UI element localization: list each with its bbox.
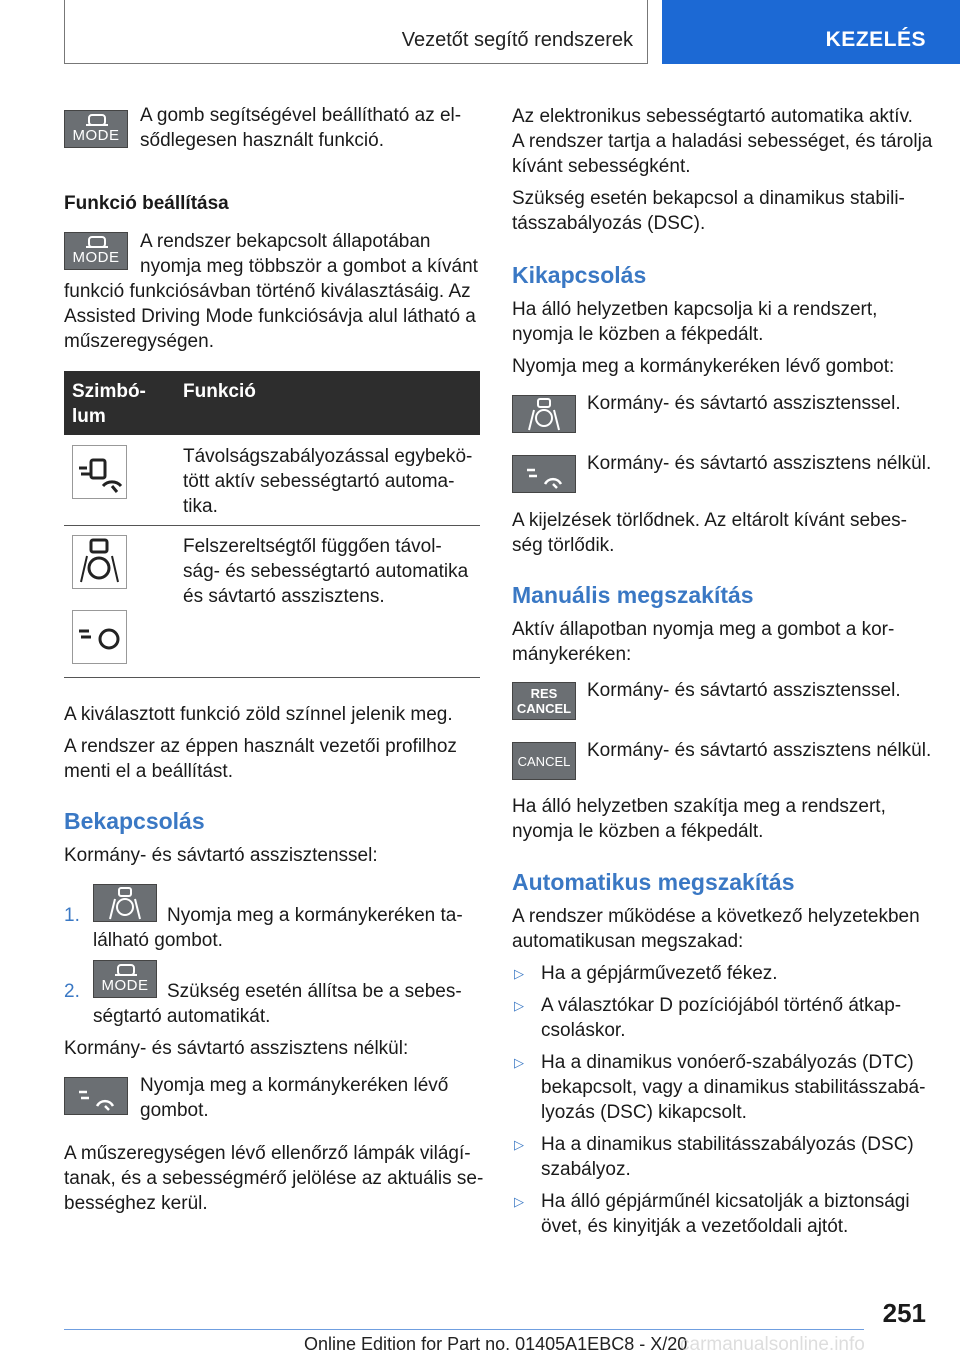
cancel-label: CANCEL (517, 754, 571, 769)
off-text: nyomja le közben a fékpedált. (512, 324, 764, 345)
list-item: A választókar D pozíciójából történő átkap- (541, 995, 902, 1016)
list-item: csoláskor. (541, 1020, 626, 1041)
res-label: RES (530, 686, 558, 701)
mode-label: MODE (72, 249, 120, 266)
step-text: Szükség esetén állítsa be a sebes- (167, 981, 462, 1002)
without-assist-text: Kormány- és sávtartó asszisztens nélkül. (587, 453, 932, 474)
page-number: 251 (882, 1298, 926, 1328)
active-text: A rendszer tartja a haladási sebességet, és tárolja (512, 131, 933, 152)
bullet-marker-icon: ▷ (514, 1055, 524, 1070)
col-symbol-header: Szimbó- (72, 381, 146, 402)
list-item: bekapcsolt, vagy a dinamikus stabilitásszabá- (541, 1077, 926, 1098)
mode-label: MODE (101, 977, 149, 994)
footer-watermark: carmanualsonline.info (680, 1334, 865, 1355)
list-item: Ha a dinamikus stabilitásszabályozás (DSC) (541, 1134, 914, 1155)
profile-note: A rendszer az éppen használt vezetői profilhoz (64, 736, 457, 757)
lane-assist-steering-icon (72, 535, 127, 589)
lane-assist-button-icon (512, 395, 576, 433)
mode-button-icon (64, 110, 128, 148)
header-chapter-tab[interactable] (662, 0, 960, 64)
dsc-text: Szükség esetén bekapcsol a dinamikus stabili- (512, 188, 905, 209)
green-note: A kiválasztott funkció zöld színnel jelenik meg. (64, 704, 453, 725)
lamp-note: tanak, és a sebességmérő jelölése az aktuális se- (64, 1168, 484, 1189)
on-heading: Bekapcsolás (64, 808, 205, 834)
stop-text: Ha álló helyzetben szakítja meg a rendszert, (512, 796, 886, 817)
dsc-text: tásszabályozás (DSC). (512, 213, 706, 234)
list-item: szabályoz. (541, 1159, 631, 1180)
manual-heading: Manuális megszakítás (512, 582, 754, 608)
acc-button-icon (512, 455, 576, 493)
table-row-text: és sávtartó asszisztens. (183, 586, 385, 607)
table-row-divider (64, 525, 480, 526)
footer-divider (64, 1329, 864, 1330)
active-text: Az elektronikus sebességtartó automatika aktív. (512, 106, 913, 127)
list-item: Ha a gépjárművezető fékez. (541, 963, 778, 984)
list-item: lyozás (DSC) kikapcsolt. (541, 1102, 747, 1123)
step-number: 1. (64, 905, 80, 926)
table-end-divider (64, 677, 480, 678)
res-cancel-button-icon (512, 682, 576, 720)
bullet-marker-icon: ▷ (514, 998, 524, 1013)
mode-button-icon (93, 960, 157, 998)
cancel-button-icon (512, 742, 576, 780)
on-subtitle: Kormány- és sávtartó asszisztenssel: (64, 845, 378, 866)
off-text: Nyomja meg a kormánykeréken lévő gombot: (512, 356, 895, 377)
list-item: övet, és kinyitják a vezetőoldali ajtót. (541, 1216, 849, 1237)
cleared-text: ség törlődik. (512, 535, 615, 556)
list-item: Ha álló gépjárműnél kicsatolják a biztonsági (541, 1191, 910, 1212)
without-text: Nyomja meg a kormánykeréken lévő (140, 1075, 449, 1096)
off-heading: Kikapcsolás (512, 262, 647, 288)
off-text: Ha álló helyzetben kapcsolja ki a rendszert, (512, 299, 878, 320)
table-row-text: tött aktív sebességtartó automa- (183, 471, 455, 492)
manual-text: Aktív állapotban nyomja meg a gombot a kor- (512, 619, 895, 640)
list-item: Ha a dinamikus vonóerő-szabályozás (DTC) (541, 1052, 914, 1073)
stop-text: nyomja le közben a fékpedált. (512, 821, 764, 842)
header-chapter-label: KEZELÉS (825, 28, 926, 51)
without-subtitle: Kormány- és sávtartó asszisztens nélkül: (64, 1038, 409, 1059)
without-assist-text: Kormány- és sávtartó asszisztens nélkül. (587, 740, 932, 761)
manual-text: mánykeréken: (512, 644, 632, 665)
auto-text: automatikusan megszakad: (512, 931, 744, 952)
lamp-note: bességhez kerül. (64, 1193, 208, 1214)
table-row-text: ság- és sebességtartó automatika (183, 561, 469, 582)
acc-speedometer-icon (72, 445, 127, 499)
auto-heading: Automatikus megszakítás (512, 869, 795, 895)
bullet-marker-icon: ▷ (514, 1137, 524, 1152)
lamp-note: A műszeregységen lévő ellenőrző lámpák világí- (64, 1143, 471, 1164)
mode-button-icon (64, 232, 128, 270)
profile-note: menti el a beállítást. (64, 761, 233, 782)
table-row-text: Távolságszabályozással egybekö- (183, 446, 473, 467)
footer-edition: Online Edition for Part no. 01405A1EBC8 - X/20 (304, 1334, 688, 1354)
with-assist-text: Kormány- és sávtartó asszisztenssel. (587, 680, 901, 701)
step-text: ségtartó automatikát. (93, 1006, 271, 1027)
mode-intro-text: A gomb segítségével beállítható az el- sődlegesen használt funkció. (140, 105, 462, 151)
cleared-text: A kijelzések törlődnek. Az eltárolt kívánt sebes- (512, 510, 907, 531)
setting-text: műszeregységen. (64, 331, 214, 352)
step-number: 2. (64, 981, 80, 1002)
header-section-box (64, 0, 648, 64)
cancel-label: CANCEL (516, 701, 572, 716)
col-function-header: Funkció (183, 381, 256, 402)
function-table-header (64, 371, 480, 435)
header-section-title: Vezetőt segítő rendszerek (401, 29, 633, 51)
lane-assist-button-icon (93, 884, 157, 922)
step-text: Nyomja meg a kormánykeréken ta- (167, 905, 463, 926)
active-text: kívánt sebességként. (512, 156, 691, 177)
setting-text: nyomja meg többször a gombot a kívánt (140, 256, 478, 277)
mode-label: MODE (72, 127, 120, 144)
bullet-marker-icon: ▷ (514, 966, 524, 981)
col-symbol-header: lum (72, 406, 106, 427)
without-text: gombot. (140, 1100, 209, 1121)
setting-heading: Funkció beállítása (64, 193, 229, 214)
bullet-marker-icon: ▷ (514, 1194, 524, 1209)
with-assist-text: Kormány- és sávtartó asszisztenssel. (587, 393, 901, 414)
auto-text: A rendszer működése a következő helyzetekben (512, 906, 920, 927)
table-row-text: tika. (183, 496, 218, 517)
setting-text: funkció funkciósávban történő kiválasztásáig. Az (64, 281, 471, 302)
setting-text: A rendszer bekapcsolt állapotában (140, 231, 431, 252)
step-text: lálható gombot. (93, 930, 223, 951)
acc-steering-icon (72, 610, 127, 664)
table-row-text: Felszereltségtől függően távol- (183, 536, 442, 557)
setting-text: Assisted Driving Mode funkciósávja alul látható a (64, 306, 476, 327)
acc-button-icon (64, 1077, 128, 1115)
